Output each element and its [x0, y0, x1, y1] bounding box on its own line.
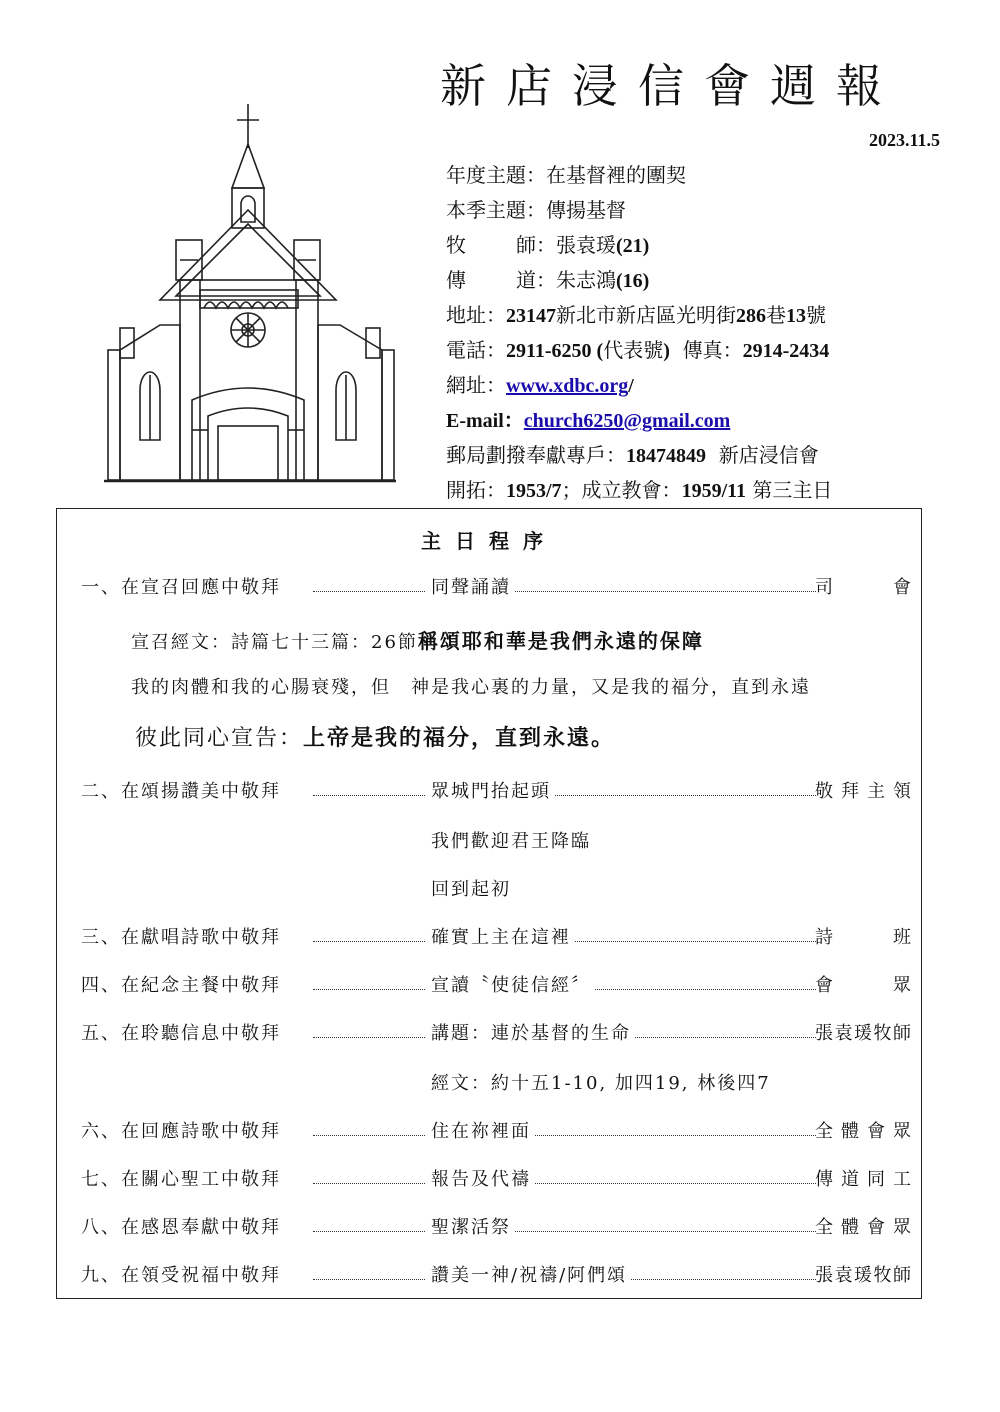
program-row — [81, 573, 913, 603]
row-section: 九、在領受祝福中敬拜 — [81, 1265, 281, 1286]
row-section: 六、在回應詩歌中敬拜 — [81, 1121, 281, 1142]
row-item: 眾城門抬起頭 — [431, 777, 555, 807]
row-leader: 傳道同工 — [815, 1169, 911, 1190]
website-link[interactable]: www.xdbc.org — [506, 375, 629, 397]
pastor-label-a: 牧 — [446, 233, 466, 257]
row-leader: 會眾 — [815, 975, 911, 996]
praise-song: 回到起初 — [431, 879, 511, 900]
web-line — [446, 368, 976, 403]
postal-account: 18474849 — [626, 445, 706, 467]
season-theme — [446, 193, 976, 228]
preacher-label-a: 傳 — [446, 268, 466, 292]
row-item: 聖潔活祭 — [431, 1213, 515, 1243]
address-line — [446, 298, 976, 333]
address-street: 新北市新店區光明街 — [556, 303, 736, 327]
program-row — [81, 1213, 913, 1243]
declaration-text: 上帝是我的福分，直到永遠。 — [303, 725, 616, 751]
leader-dots — [313, 1231, 425, 1232]
row-leader: 張袁瑗牧師 — [815, 1265, 911, 1286]
phone-number: 2911-6250 ( — [506, 340, 604, 362]
phone-line — [446, 333, 976, 368]
founded-line — [446, 473, 976, 508]
founded-label: 開拓： — [446, 478, 506, 502]
address-number-2: 13 — [786, 305, 806, 327]
leader-dots — [313, 1037, 425, 1038]
program-row — [81, 1261, 913, 1291]
church-est-label: ；成立教會： — [561, 478, 682, 502]
founded-date: 1953/7 — [506, 480, 562, 502]
program-row — [81, 923, 913, 953]
address-lane: 巷 — [766, 303, 786, 327]
row-item: 宣讀〝使徒信經〞 — [431, 971, 595, 1001]
row-leader: 張袁瑗牧師 — [815, 1023, 911, 1044]
leader-dots — [313, 1183, 425, 1184]
postal-name: 新店浸信會 — [718, 443, 819, 467]
row-section: 七、在關心聖工中敬拜 — [81, 1169, 281, 1190]
leader-dots — [313, 795, 425, 796]
fax-number: 2914-2434 — [742, 340, 830, 362]
row-leader: 敬拜主領 — [815, 781, 911, 802]
sermon-scripture: 經文：約十五1-10, 加四19, 林後四7 — [431, 1073, 771, 1094]
preacher-line — [446, 263, 976, 298]
pastor-number: (21) — [616, 235, 650, 257]
row-section: 二、在頌揚讚美中敬拜 — [81, 781, 281, 802]
bulletin-title: 新店浸信會週報 — [440, 59, 902, 113]
row-section: 八、在感恩奉獻中敬拜 — [81, 1217, 281, 1238]
row-item: 住在祢裡面 — [431, 1117, 535, 1147]
row-leader: 司會 — [815, 577, 911, 598]
row-section: 四、在紀念主餐中敬拜 — [81, 975, 281, 996]
season-theme-label: 本季主題： — [446, 198, 546, 222]
bulletin-date: 2023.11.5 — [868, 130, 940, 150]
row-section: 一、在宣召回應中敬拜 — [81, 577, 281, 598]
service-program — [56, 508, 922, 1299]
row-section: 五、在聆聽信息中敬拜 — [81, 1023, 281, 1044]
phone-label: 電話： — [446, 338, 506, 362]
row-leader: 全體會眾 — [815, 1121, 911, 1142]
season-theme-value: 傳揚基督 — [546, 198, 626, 222]
program-row — [81, 1019, 913, 1049]
address-label: 地址： — [446, 303, 506, 327]
program-title: 主日程序 — [421, 529, 557, 553]
program-row — [81, 971, 913, 1001]
declaration-label: 彼此同心宣告： — [135, 726, 304, 751]
declaration — [135, 721, 615, 752]
call-scripture-title: 稱頌耶和華是我們永遠的保障 — [417, 629, 704, 653]
pastor-name: 張袁瑗 — [556, 233, 616, 257]
address-suffix: 號 — [806, 303, 826, 327]
year-theme-value: 在基督裡的團契 — [546, 163, 686, 187]
program-row — [81, 777, 913, 807]
masthead — [0, 0, 1000, 505]
postal-label: 郵局劃撥奉獻專戶： — [446, 443, 626, 467]
pastor-line — [446, 228, 976, 263]
leader-dots — [313, 1279, 425, 1280]
fax-label: 傳真： — [682, 338, 743, 362]
row-item: 讚美一神/祝禱/阿們頌 — [431, 1261, 631, 1291]
row-item: 確實上主在這裡 — [431, 923, 575, 953]
church-est-date: 1959/11 — [681, 480, 747, 502]
leader-dots — [313, 941, 425, 942]
email-line — [446, 403, 976, 438]
church-info — [446, 158, 976, 508]
website-tail: / — [628, 375, 634, 397]
program-row — [81, 1117, 913, 1147]
call-scripture — [131, 625, 704, 654]
email-link[interactable]: church6250@gmail.com — [523, 410, 731, 432]
program-row — [81, 1165, 913, 1195]
row-item: 講題：連於基督的生命 — [431, 1019, 635, 1049]
praise-song: 我們歡迎君王降臨 — [431, 831, 591, 852]
row-item: 同聲誦讀 — [431, 573, 515, 603]
year-theme — [446, 158, 976, 193]
call-scripture-text: 我的肉體和我的心腸衰殘，但 神是我心裏的力量，又是我的福分，直到永遠 — [131, 677, 811, 698]
leader-dots — [313, 1135, 425, 1136]
row-item: 報告及代禱 — [431, 1165, 535, 1195]
leader-dots — [313, 591, 425, 592]
row-leader: 詩班 — [815, 927, 911, 948]
preacher-number: (16) — [616, 270, 650, 292]
postal-line — [446, 438, 976, 473]
preacher-label-b: 道： — [516, 268, 556, 292]
sunday-note: 第三主日 — [752, 478, 833, 502]
address-number-1: 286 — [736, 305, 766, 327]
year-theme-label: 年度主題： — [446, 163, 546, 187]
church-illustration — [100, 100, 400, 490]
call-scripture-label: 宣召經文：詩篇七十三篇：26節 — [131, 632, 418, 653]
email-label: E-mail： — [446, 410, 524, 432]
pastor-label-b: 師： — [516, 233, 556, 257]
phone-note: 代表號 — [603, 338, 664, 362]
address-postcode: 23147 — [506, 305, 556, 327]
web-label: 網址： — [446, 373, 506, 397]
preacher-name: 朱志鴻 — [556, 268, 616, 292]
row-leader: 全體會眾 — [815, 1217, 911, 1238]
leader-dots — [313, 989, 425, 990]
row-section: 三、在獻唱詩歌中敬拜 — [81, 927, 281, 948]
phone-close: ) — [663, 340, 670, 362]
